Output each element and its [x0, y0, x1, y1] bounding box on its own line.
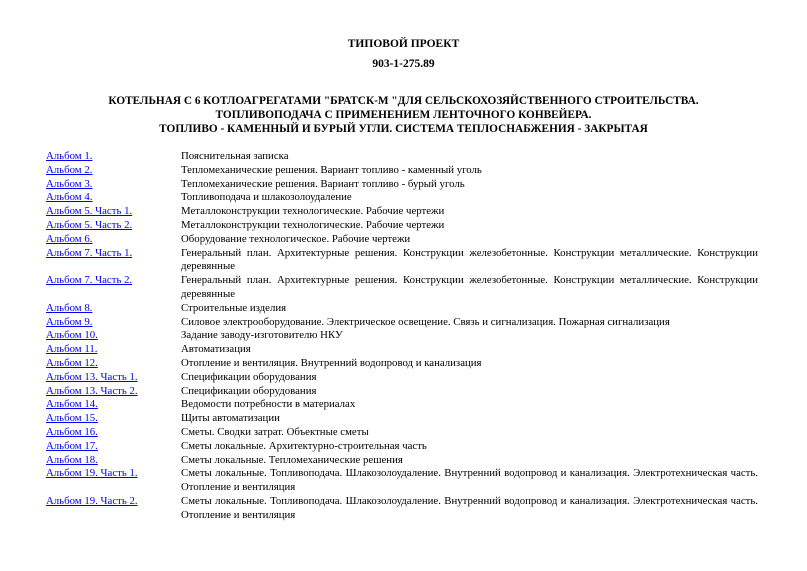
album-description: Металлоконструкции технологические. Рабочие чертежи [181, 205, 445, 218]
album-row [46, 467, 758, 495]
heading-line-1: КОТЕЛЬНАЯ С 6 КОТЛОАГРЕГАТАМИ "БРАТСК-М "ДЛЯ СЕЛЬСКОХОЗЯЙСТВЕННОГО СТРОИТЕЛЬСТВА. [108, 95, 699, 107]
album-link[interactable]: Альбом 10. [46, 329, 98, 342]
album-row [46, 440, 758, 454]
album-row [46, 302, 758, 316]
album-row [46, 150, 758, 164]
album-description: Сметы локальные. Архитектурно-строительная часть [181, 439, 427, 452]
album-link[interactable]: Альбом 12. [46, 356, 98, 369]
album-row [46, 205, 758, 219]
album-row [46, 357, 758, 371]
album-link[interactable]: Альбом 15. [46, 412, 98, 425]
album-row [46, 426, 758, 440]
album-description: Силовое электрооборудование. Электрическое освещение. Связь и сигнализация. Пожарная сигнализация [181, 315, 670, 328]
album-description: Сметы локальные. Топливоподача. Шлакозолоудаление. Внутренний водопровод и канализация. Электротехническая часть. Отопление и вентиляция [181, 467, 758, 494]
album-row [46, 329, 758, 343]
album-link[interactable]: Альбом 18. [46, 453, 98, 466]
album-list [46, 150, 758, 523]
album-link[interactable]: Альбом 1. [46, 150, 93, 162]
album-link[interactable]: Альбом 5. Часть 1. [46, 205, 133, 218]
album-description: Тепломеханические решения. Вариант топливо - бурый уголь [181, 177, 465, 190]
album-description: Пояснительная записка [181, 150, 289, 162]
album-row [46, 412, 758, 426]
album-description: Спецификации оборудования [181, 384, 317, 397]
album-link[interactable]: Альбом 14. [46, 398, 98, 411]
album-row [46, 454, 758, 468]
album-row [46, 233, 758, 247]
album-row [46, 191, 758, 205]
album-description: Щиты автоматизации [181, 412, 280, 425]
album-row [46, 385, 758, 399]
album-description: Ведомости потребности в материалах [181, 398, 356, 411]
album-description: Сметы локальные. Тепломеханические решения [181, 453, 403, 466]
album-row [46, 316, 758, 330]
album-link[interactable]: Альбом 6. [46, 232, 93, 245]
album-description: Тепломеханические решения. Вариант топливо - каменный уголь [181, 163, 482, 176]
album-row [46, 274, 758, 302]
album-description: Оборудование технологическое. Рабочие чертежи [181, 232, 411, 245]
album-link[interactable]: Альбом 7. Часть 1. [46, 246, 133, 259]
album-link[interactable]: Альбом 7. Часть 2. [46, 274, 133, 287]
album-link[interactable]: Альбом 8. [46, 301, 93, 314]
album-link[interactable]: Альбом 4. [46, 191, 93, 204]
album-description: Генеральный план. Архитектурные решения. Конструкции железобетонные. Конструкции металлические. Конструкции деревянные [181, 274, 758, 300]
album-row [46, 164, 758, 178]
album-row [46, 178, 758, 192]
album-row [46, 219, 758, 233]
document-title: ТИПОВОЙ ПРОЕКТ [347, 38, 460, 50]
album-row [46, 495, 758, 523]
project-code: 903-1-275.89 [372, 58, 435, 70]
album-description: Отопление и вентиляция. Внутренний водопровод и канализация [181, 356, 482, 369]
album-row [46, 371, 758, 385]
album-link[interactable]: Альбом 17. [46, 439, 98, 452]
album-row [46, 247, 758, 275]
album-link[interactable]: Альбом 19. Часть 1. [46, 467, 138, 480]
album-description: Топливоподача и шлакозолоудаление [181, 191, 352, 204]
album-link[interactable]: Альбом 13. Часть 1. [46, 370, 138, 383]
album-link[interactable]: Альбом 13. Часть 2. [46, 384, 138, 397]
heading-line-2: ТОПЛИВОПОДАЧА С ПРИМЕНЕНИЕМ ЛЕНТОЧНОГО КОНВЕЙЕРА. [215, 109, 592, 121]
album-link[interactable]: Альбом 11. [46, 343, 98, 356]
album-link[interactable]: Альбом 9. [46, 315, 93, 328]
heading-line-3: ТОПЛИВО - КАМЕННЫЙ И БУРЫЙ УГЛИ. СИСТЕМА ТЕПЛОСНАБЖЕНИЯ - ЗАКРЫТАЯ [159, 123, 648, 135]
album-link[interactable]: Альбом 2. [46, 163, 93, 176]
album-description: Металлоконструкции технологические. Рабочие чертежи [181, 218, 445, 231]
album-description: Сметы локальные. Топливоподача. Шлакозолоудаление. Внутренний водопровод и канализация. Электротехническая часть. Отопление и вентиляция [181, 494, 758, 521]
album-link[interactable]: Альбом 5. Часть 2. [46, 218, 133, 231]
album-description: Спецификации оборудования [181, 370, 317, 383]
album-link[interactable]: Альбом 3. [46, 177, 93, 190]
album-row [46, 343, 758, 357]
album-description: Сметы. Сводки затрат. Объектные сметы [181, 425, 369, 438]
album-description: Задание заводу-изготовителю НКУ [181, 329, 343, 342]
project-heading [0, 94, 807, 136]
album-row [46, 398, 758, 412]
album-description: Автоматизация [181, 343, 251, 356]
album-description: Генеральный план. Архитектурные решения. Конструкции железобетонные. Конструкции металлические. Конструкции деревянные [181, 246, 758, 273]
album-link[interactable]: Альбом 16. [46, 425, 98, 438]
album-description: Строительные изделия [181, 301, 287, 314]
album-link[interactable]: Альбом 19. Часть 2. [46, 494, 138, 507]
